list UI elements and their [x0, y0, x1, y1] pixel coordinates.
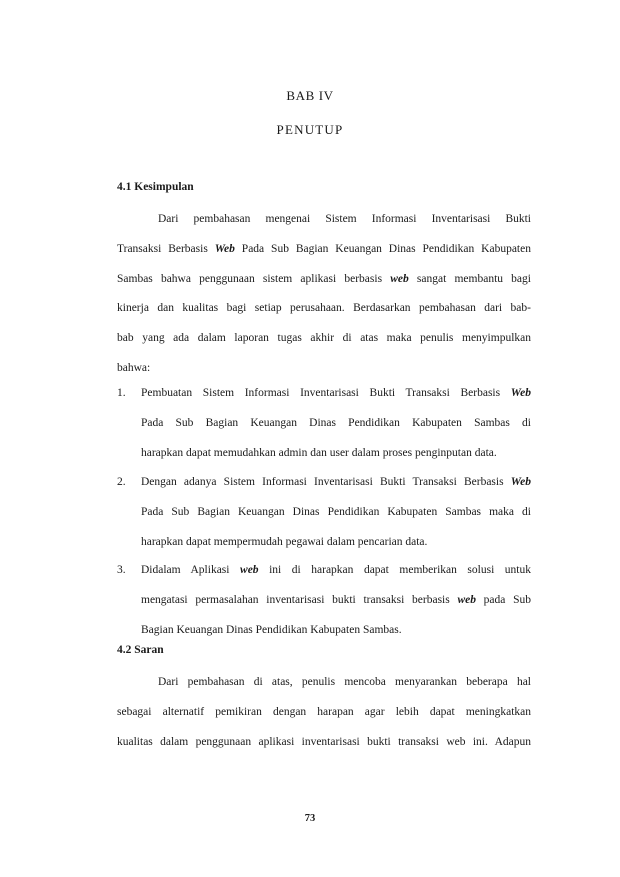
paragraph-line: kualitas dalam penggunaan aplikasi inventarisasi bukti transaksi web ini. Adapun [117, 735, 531, 748]
paragraph-line: Transaksi Berbasis Web Pada Sub Bagian Keuangan Dinas Pendidikan Kabupaten [117, 242, 531, 255]
paragraph-line: bahwa: [117, 361, 151, 374]
list-item-line: Pada Sub Bagian Keuangan Dinas Pendidikan Kabupaten Sambas maka di [141, 505, 531, 518]
section-heading-kesimpulan: 4.1 Kesimpulan [117, 181, 194, 193]
list-item-line: harapkan dapat memudahkan admin dan user dalam proses penginputan data. [141, 446, 497, 459]
list-item-line: harapkan dapat mempermudah pegawai dalam pencarian data. [141, 535, 428, 548]
list-number: 2. [117, 476, 126, 488]
saran-paragraph [117, 668, 531, 757]
paragraph-line: Sambas bahwa penggunaan sistem aplikasi berbasis web sangat membantu bagi [117, 272, 531, 285]
list-item-line: Bagian Keuangan Dinas Pendidikan Kabupaten Sambas. [141, 623, 402, 636]
paragraph-line: sebagai alternatif pemikiran dengan harapan agar lebih dapat meningkatkan [117, 705, 531, 718]
list-item-line: mengatasi permasalahan inventarisasi bukti transaksi berbasis web pada Sub [141, 593, 531, 606]
list-number: 1. [117, 387, 126, 399]
list-item-line: Didalam Aplikasi web ini di harapkan dapat memberikan solusi untuk [141, 564, 531, 576]
section-heading-saran: 4.2 Saran [117, 644, 164, 656]
page-number: 73 [304, 813, 316, 824]
list-item [141, 556, 531, 645]
chapter-title: PENUTUP [276, 122, 344, 137]
paragraph-line: Dari pembahasan mengenai Sistem Informasi Inventarisasi Bukti [158, 213, 531, 225]
list-item [141, 468, 531, 557]
kesimpulan-paragraph [117, 205, 531, 384]
list-item-line: Dengan adanya Sistem Informasi Inventarisasi Bukti Transaksi Berbasis Web [141, 476, 531, 488]
list-number: 3. [117, 564, 126, 576]
list-item-line: Pada Sub Bagian Keuangan Dinas Pendidikan Kabupaten Sambas di [141, 416, 531, 429]
paragraph-line: bab yang ada dalam laporan tugas akhir di atas maka penulis menyimpulkan [117, 332, 531, 345]
paragraph-line: kinerja dan kualitas bagi setiap perusahaan. Berdasarkan pembahasan dari bab- [117, 302, 531, 315]
chapter-label: BAB IV [286, 88, 334, 103]
list-item [141, 379, 531, 468]
paragraph-line: Dari pembahasan di atas, penulis mencoba menyarankan beberapa hal [158, 676, 531, 688]
list-item-line: Pembuatan Sistem Informasi Inventarisasi Bukti Transaksi Berbasis Web [141, 387, 531, 399]
